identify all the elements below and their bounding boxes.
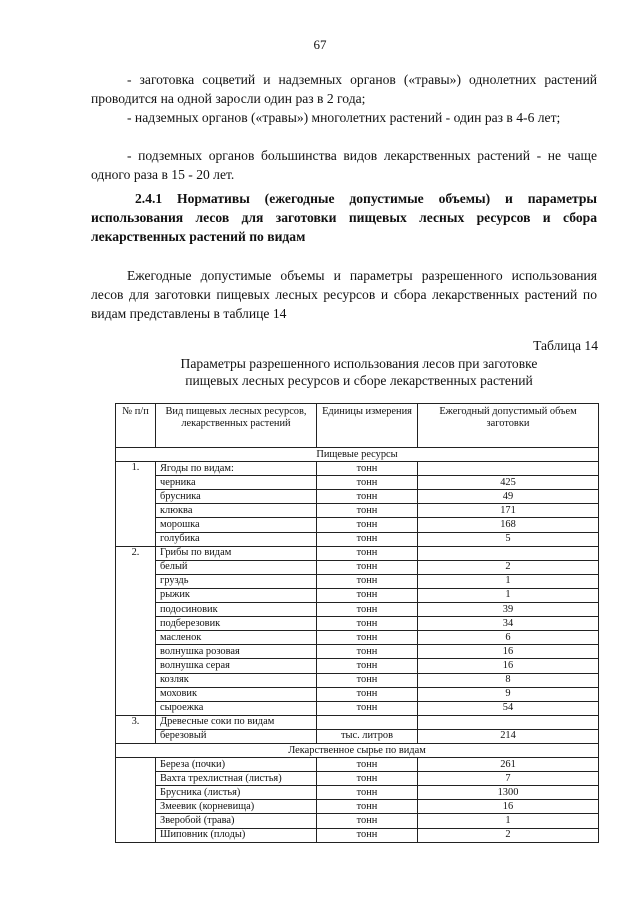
cell-unit: тонн	[317, 659, 418, 673]
cell-resource-name: клюква	[156, 504, 317, 518]
cell-unit: тонн	[317, 560, 418, 574]
cell-unit: тонн	[317, 617, 418, 631]
header-units: Единицы измерения	[317, 404, 418, 448]
table-row	[116, 518, 599, 532]
section-title: Пищевые ресурсы	[116, 448, 599, 462]
cell-annual-volume: 2	[418, 560, 599, 574]
cell-unit	[317, 715, 418, 729]
cell-unit: тонн	[317, 546, 418, 560]
table-row	[116, 490, 599, 504]
cell-annual-volume: 16	[418, 659, 599, 673]
cell-resource-name: брусника	[156, 490, 317, 504]
cell-number: 1.	[116, 462, 156, 547]
cell-number: 2.	[116, 546, 156, 715]
cell-annual-volume: 1	[418, 588, 599, 602]
cell-annual-volume: 2	[418, 828, 599, 842]
table-row	[116, 758, 599, 772]
cell-annual-volume	[418, 546, 599, 560]
cell-resource-name: сыроежка	[156, 701, 317, 715]
cell-unit: тонн	[317, 673, 418, 687]
paragraph-perennial-herbs: - надземных органов («травы») многолетних растений - один раз в 4-6 лет;	[127, 110, 561, 125]
cell-unit: тонн	[317, 772, 418, 786]
cell-unit: тонн	[317, 574, 418, 588]
paragraph-annual-herbs: - заготовка соцветий и надземных органов («травы») однолетних растений проводится на одной заросли один раз в 2 года;	[91, 72, 597, 106]
cell-unit: тонн	[317, 504, 418, 518]
cell-unit: тонн	[317, 701, 418, 715]
header-annual-volume: Ежегодный допустимый объем заготовки	[418, 404, 599, 448]
cell-resource-name: груздь	[156, 574, 317, 588]
cell-resource-name: рыжик	[156, 588, 317, 602]
cell-annual-volume: 214	[418, 729, 599, 743]
table-row	[116, 504, 599, 518]
cell-unit: тонн	[317, 828, 418, 842]
cell-annual-volume: 16	[418, 645, 599, 659]
cell-resource-name: масленок	[156, 631, 317, 645]
cell-resource-name: Брусника (листья)	[156, 786, 317, 800]
table-number-label: Таблица 14	[533, 338, 598, 353]
cell-resource-name: волнушка розовая	[156, 645, 317, 659]
cell-resource-name: голубика	[156, 532, 317, 546]
cell-annual-volume: 171	[418, 504, 599, 518]
table-row	[116, 546, 599, 560]
table-header-row	[116, 404, 599, 448]
table-title-line: пищевых лесных ресурсов и сборе лекарственных растений	[185, 373, 533, 388]
cell-annual-volume: 1	[418, 574, 599, 588]
section-heading: 2.4.1 Нормативы (ежегодные допустимые объемы) и параметры использования лесов для заготовки пищевых лесных ресурсов и сбора лекарственных растений по видам	[91, 191, 597, 244]
cell-resource-name: Береза (почки)	[156, 758, 317, 772]
cell-unit: тонн	[317, 588, 418, 602]
cell-unit: тонн	[317, 687, 418, 701]
table-row	[116, 462, 599, 476]
cell-resource-name: морошка	[156, 518, 317, 532]
cell-annual-volume: 425	[418, 476, 599, 490]
cell-annual-volume: 5	[418, 532, 599, 546]
cell-unit: тонн	[317, 800, 418, 814]
table-row	[116, 631, 599, 645]
cell-unit: тонн	[317, 814, 418, 828]
table-row	[116, 574, 599, 588]
cell-annual-volume: 1	[418, 814, 599, 828]
cell-annual-volume: 7	[418, 772, 599, 786]
section-title: Лекарственное сырье по видам	[116, 743, 599, 757]
header-number: № п/п	[116, 404, 156, 448]
cell-unit: тонн	[317, 476, 418, 490]
cell-annual-volume: 1300	[418, 786, 599, 800]
cell-number: 3.	[116, 715, 156, 743]
table-row	[116, 617, 599, 631]
table-row	[116, 729, 599, 743]
table-row	[116, 814, 599, 828]
cell-resource-name: волнушка серая	[156, 659, 317, 673]
cell-resource-name: Вахта трехлистная (листья)	[156, 772, 317, 786]
cell-annual-volume: 54	[418, 701, 599, 715]
cell-resource-name: Ягоды по видам:	[156, 462, 317, 476]
table-row	[116, 532, 599, 546]
table-row	[116, 687, 599, 701]
page-number: 67	[313, 37, 327, 52]
cell-resource-name: березовый	[156, 729, 317, 743]
cell-annual-volume: 39	[418, 603, 599, 617]
cell-resource-name: подберезовик	[156, 617, 317, 631]
resources-table	[115, 403, 599, 843]
table-section-row	[116, 448, 599, 462]
cell-unit: тонн	[317, 786, 418, 800]
cell-resource-name: Шиповник (плоды)	[156, 828, 317, 842]
cell-annual-volume	[418, 715, 599, 729]
table-section-row	[116, 743, 599, 757]
table-title-line: Параметры разрешенного использования лесов при заготовке	[180, 356, 538, 371]
cell-unit: тонн	[317, 518, 418, 532]
table-row	[116, 800, 599, 814]
table-body	[116, 448, 599, 843]
cell-resource-name: козляк	[156, 673, 317, 687]
cell-unit: тонн	[317, 645, 418, 659]
table-row	[116, 673, 599, 687]
cell-annual-volume: 9	[418, 687, 599, 701]
cell-resource-name: Зверобой (трава)	[156, 814, 317, 828]
cell-resource-name: белый	[156, 560, 317, 574]
table-row	[116, 476, 599, 490]
body-paragraph: Ежегодные допустимые объемы и параметры разрешенного использования лесов для заготовки пищевых лесных ресурсов и сбора лекарственных растений по видам представлены в таблице 14	[91, 268, 597, 321]
cell-resource-name: Грибы по видам	[156, 546, 317, 560]
paragraph-underground-organs: - подземных органов большинства видов лекарственных растений - не чаще одного раза в 15 - 20 лет.	[91, 148, 597, 182]
table-title	[120, 355, 598, 389]
cell-annual-volume: 49	[418, 490, 599, 504]
cell-unit: тыс. литров	[317, 729, 418, 743]
cell-unit: тонн	[317, 462, 418, 476]
cell-unit: тонн	[317, 490, 418, 504]
table-row	[116, 560, 599, 574]
cell-resource-name: Змеевик (корневища)	[156, 800, 317, 814]
cell-resource-name: черника	[156, 476, 317, 490]
cell-annual-volume: 261	[418, 758, 599, 772]
cell-unit: тонн	[317, 603, 418, 617]
cell-resource-name: подосиновик	[156, 603, 317, 617]
cell-annual-volume	[418, 462, 599, 476]
table-row	[116, 645, 599, 659]
table-row	[116, 828, 599, 842]
cell-annual-volume: 16	[418, 800, 599, 814]
cell-number	[116, 758, 156, 843]
table-row	[116, 701, 599, 715]
cell-unit: тонн	[317, 758, 418, 772]
table-row	[116, 659, 599, 673]
table-row	[116, 588, 599, 602]
table-row	[116, 603, 599, 617]
table-row	[116, 772, 599, 786]
cell-annual-volume: 168	[418, 518, 599, 532]
cell-unit: тонн	[317, 631, 418, 645]
cell-annual-volume: 6	[418, 631, 599, 645]
cell-annual-volume: 8	[418, 673, 599, 687]
cell-resource-name: Древесные соки по видам	[156, 715, 317, 729]
table-row	[116, 715, 599, 729]
cell-annual-volume: 34	[418, 617, 599, 631]
cell-resource-name: моховик	[156, 687, 317, 701]
cell-unit: тонн	[317, 532, 418, 546]
table-row	[116, 786, 599, 800]
header-resource-type: Вид пищевых лесных ресурсов, лекарственных растений	[156, 404, 317, 448]
